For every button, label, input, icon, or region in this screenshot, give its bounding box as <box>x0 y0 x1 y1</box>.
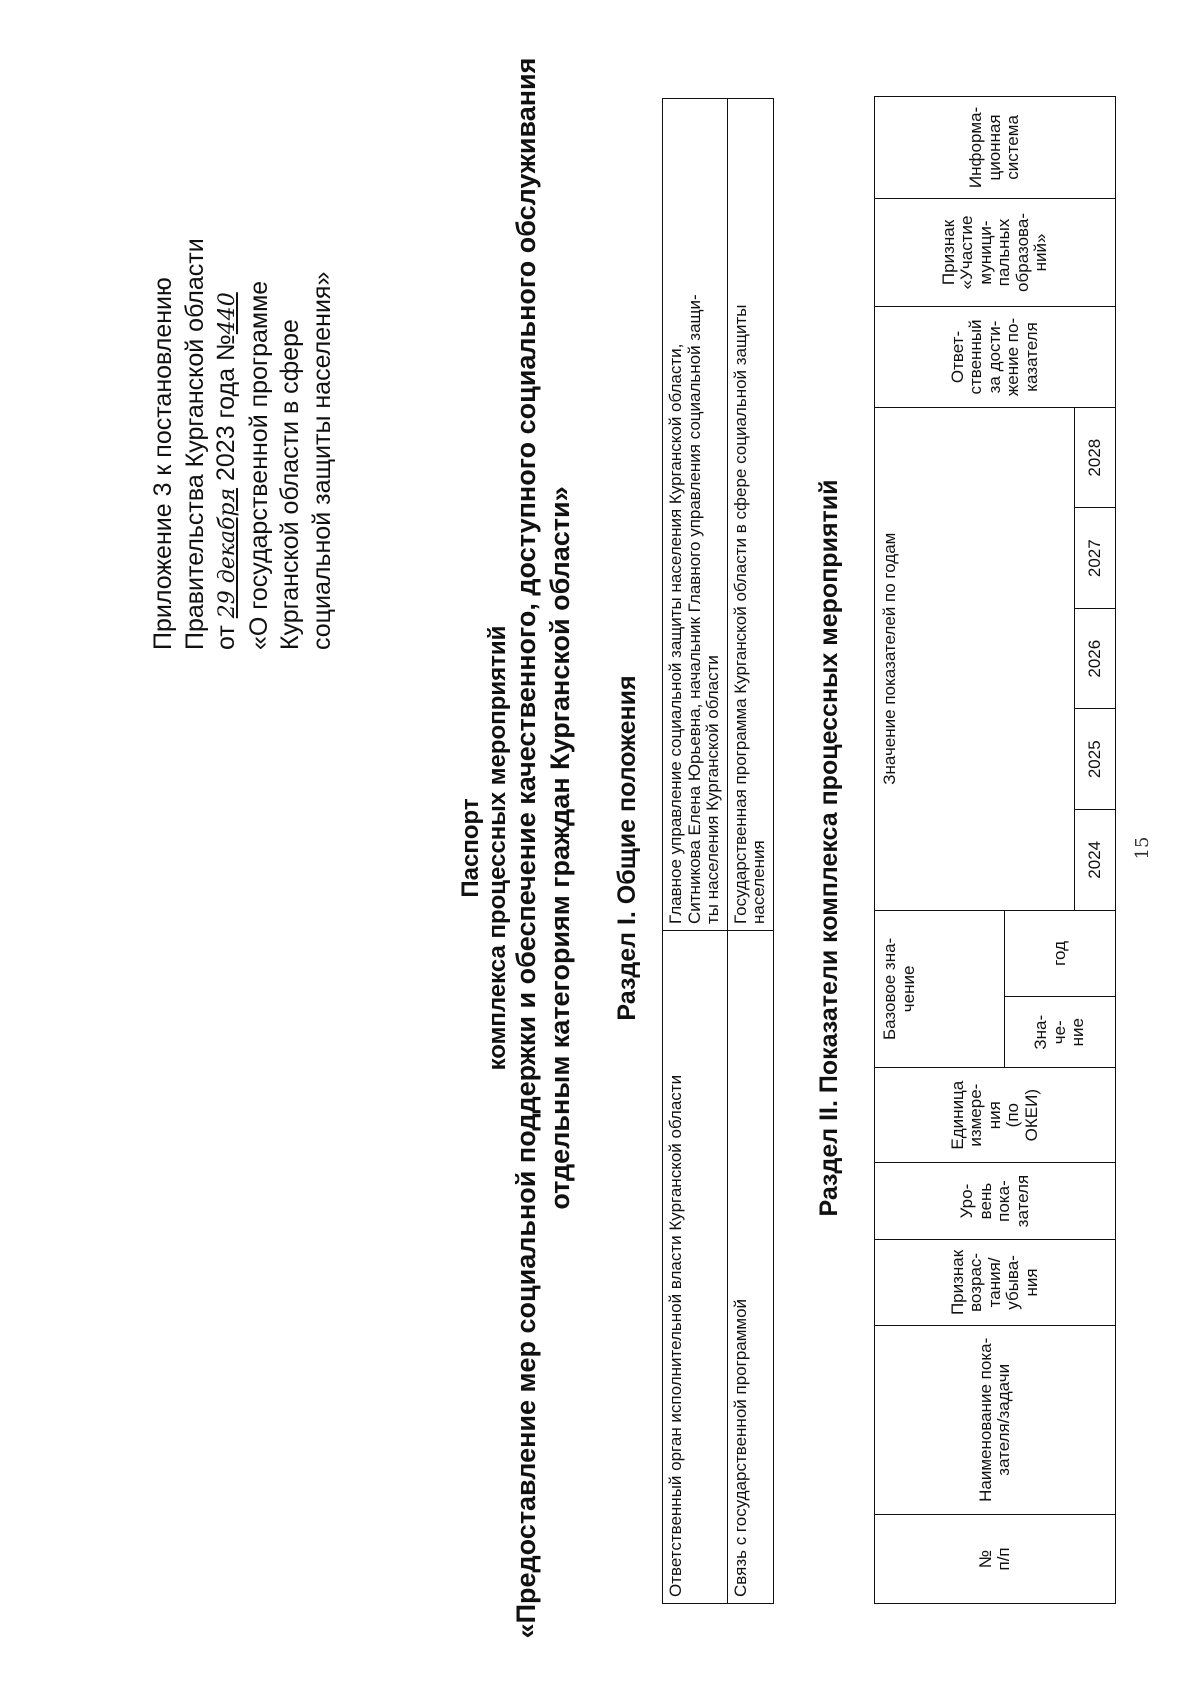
header-line: че- <box>1049 1020 1069 1045</box>
col-responsible-header <box>875 307 1116 408</box>
col-base-value-header <box>1005 997 1116 1068</box>
value-line: Государственная программа Курганской области в сфере социальной защиты <box>730 304 750 924</box>
header-line: Зна- <box>1031 1014 1051 1050</box>
header-line: Информа- <box>966 106 986 189</box>
header-line: № <box>975 1549 995 1569</box>
passport-title: Паспорт <box>457 798 484 898</box>
row-label: Связь с государственной программой <box>727 931 773 1604</box>
header-line: ния <box>1021 1268 1041 1297</box>
header-line: Признак <box>947 1249 967 1316</box>
header-line: ние <box>1068 1018 1088 1047</box>
col-info-system-header <box>875 97 1116 199</box>
header-line: Уро- <box>957 1183 976 1219</box>
value-line: Ситникова Елена Юрьевна, начальник Главного управления социальной защи- <box>684 294 704 924</box>
section1-title: Раздел I. Общие положения <box>613 675 641 1021</box>
header-line: пальных <box>994 218 1013 287</box>
page-number: 15 <box>1132 836 1153 860</box>
value-line: Главное управление социальной защиты населения Курганской области, <box>666 343 685 924</box>
header-line: ния <box>984 1101 1004 1130</box>
col-values-by-year-header: Значение показателей по годам <box>875 407 1075 910</box>
appendix-year: 2023 года № <box>212 334 240 481</box>
header-line: Наименование пока- <box>975 1337 995 1502</box>
col-unit-header <box>875 1068 1116 1163</box>
col-base-year-header: год <box>1005 910 1116 997</box>
header-line: (по <box>1003 1103 1023 1128</box>
table-row <box>663 99 728 1604</box>
col-municipal-header <box>875 198 1116 306</box>
header-line: Базовое зна- <box>880 937 899 1041</box>
general-provisions-table <box>662 98 774 1604</box>
table-row <box>727 99 773 1604</box>
col-trend-header <box>875 1240 1116 1326</box>
row-value <box>727 99 773 931</box>
header-line: Признак <box>938 219 958 286</box>
passport-subtitle: комплекса процессных мероприятий <box>484 625 511 1071</box>
appendix-line: Приложение 3 к постановлению <box>149 277 177 650</box>
header-line: тания/ <box>984 1257 1004 1308</box>
appendix-line: Курганской области в сфере <box>276 319 304 650</box>
header-line: измере- <box>966 1083 986 1147</box>
header-line: возрас- <box>966 1252 986 1312</box>
appendix-line: социальной защиты населения» <box>307 271 336 650</box>
header-line: пока- <box>994 1180 1013 1222</box>
row-value <box>663 99 728 931</box>
col-year-2024: 2024 <box>1075 810 1116 911</box>
col-num-header <box>875 1514 1116 1603</box>
col-year-2028: 2028 <box>1075 407 1116 508</box>
col-name-header <box>875 1325 1116 1514</box>
header-line: за дости- <box>984 320 1004 394</box>
header-line: ционная <box>984 114 1004 181</box>
passport-program-name-cont: отдельным категориям граждан Курганской области» <box>545 486 575 1210</box>
value-line: населения <box>749 840 768 924</box>
header-line: ний» <box>1031 233 1050 272</box>
passport-program-name: «Предоставление мер социальной поддержки и обеспечение качественного, доступного социального обслуживания <box>511 57 541 1639</box>
header-line: Ответ- <box>947 330 967 384</box>
header-line: зателя <box>1012 1174 1032 1228</box>
indicators-table <box>874 96 1116 1604</box>
handwritten-date: 29 декабря <box>215 487 240 619</box>
appendix-line: «О государственной программе <box>244 280 273 650</box>
row-label: Ответственный орган исполнительной власти Курганской области <box>663 931 728 1604</box>
col-year-2027: 2027 <box>1075 508 1116 609</box>
header-line: Единица <box>947 1080 967 1150</box>
col-year-2025: 2025 <box>1075 709 1116 810</box>
appendix-line: Правительства Курганской области <box>180 238 209 650</box>
col-level-header <box>875 1163 1116 1240</box>
header-line: чение <box>898 965 918 1013</box>
header-line: ственный <box>966 319 986 395</box>
header-row <box>875 97 1005 1604</box>
header-line: «Участие <box>957 215 976 290</box>
header-line: вень <box>975 1182 995 1220</box>
value-line: ты населения Курганской области <box>703 655 722 924</box>
header-line: система <box>1003 115 1023 180</box>
col-base-header <box>875 910 1005 1068</box>
header-line: зателя/задачи <box>994 1363 1013 1476</box>
header-line: п/п <box>994 1547 1013 1571</box>
handwritten-number: 440 <box>215 292 240 335</box>
header-line: образова- <box>1012 213 1032 292</box>
section2-title: Раздел II. Показатели комплекса процессных мероприятий <box>815 479 843 1217</box>
appendix-date-line <box>211 90 244 650</box>
header-line: ОКЕИ) <box>1021 1088 1041 1142</box>
header-line: убыва- <box>1003 1255 1023 1310</box>
header-line: жение по- <box>1003 317 1023 397</box>
appendix-date-prefix: от <box>212 625 240 650</box>
col-year-2026: 2026 <box>1075 608 1116 709</box>
header-line: казателя <box>1021 322 1041 392</box>
appendix-block <box>148 90 338 650</box>
header-line: муници- <box>975 220 995 285</box>
